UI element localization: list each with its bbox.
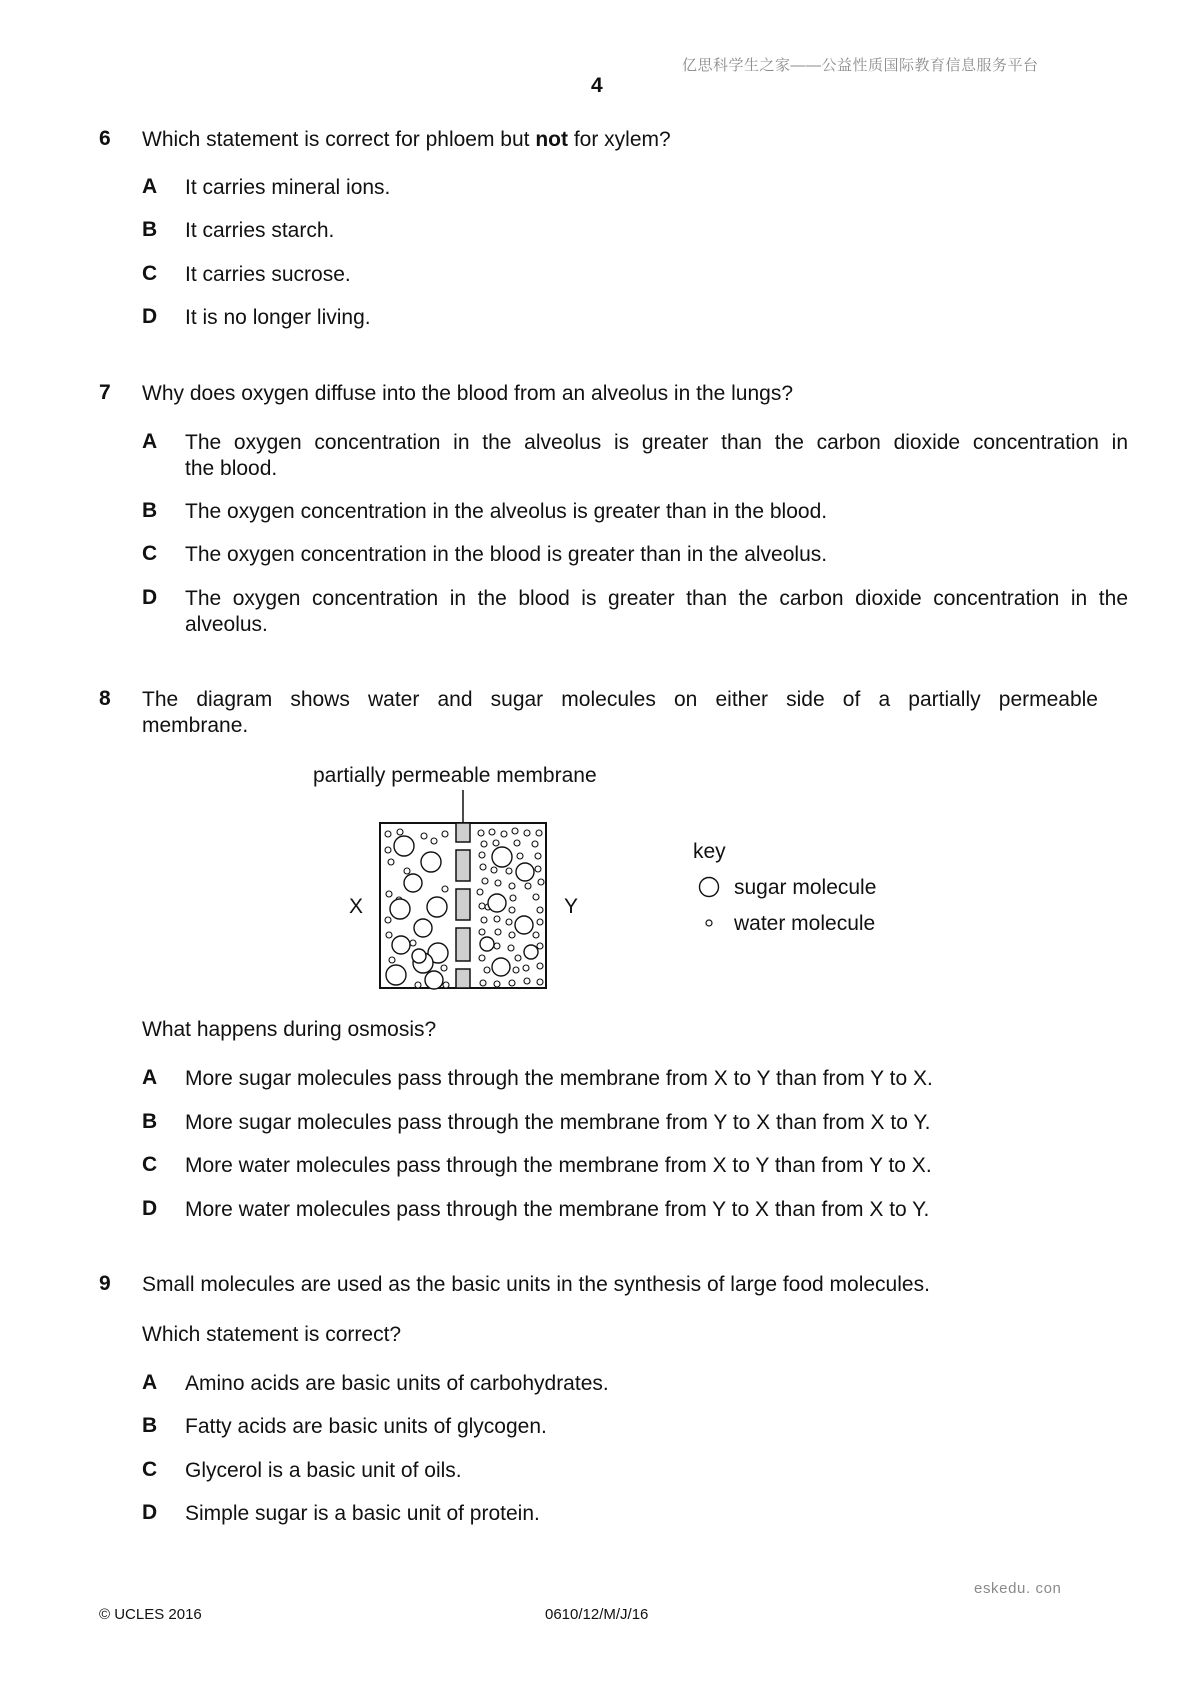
water-molecule (386, 891, 392, 897)
water-molecule (509, 907, 515, 913)
water-molecule (385, 847, 391, 853)
water-molecule (525, 883, 531, 889)
q7-option-d-line2: alveolus. (185, 613, 268, 636)
question-6-stem-start: Which statement is correct for phloem but (142, 128, 536, 151)
sugar-molecule (516, 863, 534, 881)
water-molecule (514, 840, 520, 846)
water-molecule (478, 830, 484, 836)
water-molecule (442, 831, 448, 837)
q7-option-d-text (185, 586, 1128, 638)
question-8-prompt: What happens during osmosis? (142, 1018, 437, 1041)
q6-option-b-text: It carries starch. (185, 219, 335, 242)
water-molecule (523, 965, 529, 971)
q7-option-a-letter: A (142, 430, 158, 453)
water-molecule (481, 917, 487, 923)
water-molecule (513, 967, 519, 973)
question-7-number: 7 (99, 381, 111, 404)
q8-option-b-text: More sugar molecules pass through the membrane from Y to X than from X to Y. (185, 1111, 931, 1134)
q7-option-a-line1: The oxygen concentration in the alveolus is greater than the carbon dioxide concentration in (185, 431, 1128, 454)
sugar-molecule (492, 847, 512, 867)
side-y-label: Y (564, 895, 579, 918)
q6-option-c-letter: C (142, 262, 158, 285)
water-molecule (494, 943, 500, 949)
key-title: key (693, 840, 726, 863)
water-molecule (389, 957, 395, 963)
sugar-molecule (394, 836, 414, 856)
q7-option-d-line1: The oxygen concentration in the blood is greater than the carbon dioxide concentration in the (185, 587, 1128, 610)
sugar-molecule (492, 958, 510, 976)
membrane-segment (456, 969, 470, 988)
sugar-molecule (414, 919, 432, 937)
sugar-molecule (404, 874, 422, 892)
question-8-stem-line1: The diagram shows water and sugar molecules on either side of a partially permeable (142, 688, 1098, 711)
q6-option-a-letter: A (142, 175, 158, 198)
q7-option-c-letter: C (142, 542, 158, 565)
water-molecule (536, 830, 542, 836)
footer-copyright: © UCLES 2016 (99, 1606, 202, 1623)
question-8-stem-line2: membrane. (142, 714, 249, 737)
membrane-segment (456, 823, 470, 842)
water-molecule (399, 970, 405, 976)
water-molecule (506, 919, 512, 925)
question-8-number: 8 (99, 687, 111, 710)
water-molecule (495, 880, 501, 886)
sugar-molecule (428, 943, 448, 963)
q6-option-b-letter: B (142, 218, 158, 241)
water-molecule (442, 886, 448, 892)
q9-option-b-letter: B (142, 1414, 158, 1437)
water-molecule (535, 866, 541, 872)
water-molecule (485, 904, 491, 910)
water-molecule (509, 980, 515, 986)
water-molecule (533, 894, 539, 900)
header-watermark: 亿思科学生之家——公益性质国际教育信息服务平台 (682, 57, 1039, 74)
side-x-label: X (349, 895, 364, 918)
question-7-stem: Why does oxygen diffuse into the blood from an alveolus in the lungs? (142, 382, 794, 405)
q7-option-b-letter: B (142, 499, 158, 522)
footer-watermark: eskedu. con (974, 1580, 1062, 1597)
membrane-segment (456, 928, 470, 961)
question-6-stem (142, 127, 1098, 153)
key-water-label: water molecule (734, 912, 876, 935)
water-molecule (493, 840, 499, 846)
sugar-molecule (524, 945, 538, 959)
water-molecule (508, 945, 514, 951)
key-sugar-icon (700, 878, 719, 897)
water-molecule (443, 982, 449, 988)
water-molecule (538, 879, 544, 885)
q9-option-d-letter: D (142, 1501, 158, 1524)
water-molecule (479, 929, 485, 935)
water-molecule (385, 917, 391, 923)
key-water-icon (706, 920, 712, 926)
q6-option-d-letter: D (142, 305, 158, 328)
question-6-number: 6 (99, 127, 111, 150)
water-molecule (512, 828, 518, 834)
q8-option-b-letter: B (142, 1110, 158, 1133)
water-molecule (537, 963, 543, 969)
water-molecule (410, 940, 416, 946)
sugar-molecule (413, 953, 433, 973)
water-molecule (537, 943, 543, 949)
q6-option-a-text: It carries mineral ions. (185, 176, 391, 199)
membrane-label: partially permeable membrane (313, 764, 597, 787)
water-molecule (494, 981, 500, 987)
question-9-stem: Small molecules are used as the basic units in the synthesis of large food molecules. (142, 1273, 930, 1296)
water-molecule (396, 897, 402, 903)
sugar-molecule (488, 894, 506, 912)
water-molecule (537, 907, 543, 913)
water-molecule (495, 929, 501, 935)
water-molecule (537, 979, 543, 985)
sugar-molecule (515, 916, 533, 934)
q6-option-c-text: It carries sucrose. (185, 263, 351, 286)
water-molecule (517, 853, 523, 859)
water-molecule (481, 841, 487, 847)
sugar-molecule (421, 852, 441, 872)
water-molecule (506, 868, 512, 874)
q9-option-b-text: Fatty acids are basic units of glycogen. (185, 1415, 547, 1438)
q7-option-a-line2: the blood. (185, 457, 278, 480)
water-molecule (482, 878, 488, 884)
water-molecule (494, 916, 500, 922)
sugar-molecule (392, 936, 410, 954)
water-molecule (480, 980, 486, 986)
sugar-molecule (425, 971, 443, 989)
water-molecule (535, 853, 541, 859)
q7-option-c-text: The oxygen concentration in the blood is greater than in the alveolus. (185, 543, 828, 566)
water-molecule (491, 867, 497, 873)
sugar-molecule (386, 965, 406, 985)
membrane-segment (456, 889, 470, 920)
water-molecule (501, 831, 507, 837)
side-y-molecules (477, 828, 544, 987)
water-molecule (509, 883, 515, 889)
footer-paper-code: 0610/12/M/J/16 (545, 1606, 649, 1623)
q7-option-d-letter: D (142, 586, 158, 609)
membrane-segment (456, 850, 470, 881)
water-molecule (532, 841, 538, 847)
water-molecule (385, 831, 391, 837)
water-molecule (479, 955, 485, 961)
water-molecule (404, 868, 410, 874)
water-molecule (533, 932, 539, 938)
water-molecule (431, 838, 437, 844)
q9-option-d-text: Simple sugar is a basic unit of protein. (185, 1502, 540, 1525)
water-molecule (489, 829, 495, 835)
water-molecule (386, 932, 392, 938)
water-molecule (509, 932, 515, 938)
water-molecule (421, 833, 427, 839)
q8-option-a-letter: A (142, 1066, 158, 1089)
water-molecule (477, 889, 483, 895)
water-molecule (524, 830, 530, 836)
water-molecule (537, 919, 543, 925)
sugar-molecule (480, 937, 494, 951)
q7-option-a-text (185, 430, 1128, 482)
sugar-molecule (427, 897, 447, 917)
water-molecule (510, 895, 516, 901)
membrane (456, 823, 470, 988)
q9-option-a-text: Amino acids are basic units of carbohydrates. (185, 1372, 609, 1395)
question-6-stem-end: for xylem? (567, 128, 671, 151)
page-number: 4 (591, 74, 603, 97)
sugar-molecule (390, 899, 410, 919)
q8-option-a-text: More sugar molecules pass through the membrane from X to Y than from Y to X. (185, 1067, 933, 1090)
q8-option-d-letter: D (142, 1197, 158, 1220)
water-molecule (415, 982, 421, 988)
water-molecule (484, 967, 490, 973)
water-molecule (480, 864, 486, 870)
container-box (380, 823, 546, 988)
water-molecule (515, 955, 521, 961)
question-9-number: 9 (99, 1272, 111, 1295)
water-molecule (479, 903, 485, 909)
water-molecule (388, 859, 394, 865)
key-sugar-label: sugar molecule (734, 876, 877, 899)
side-x-molecules (385, 829, 449, 989)
q9-option-c-letter: C (142, 1458, 158, 1481)
sugar-molecule (412, 949, 426, 963)
q6-option-d-text: It is no longer living. (185, 306, 371, 329)
q8-option-c-letter: C (142, 1153, 158, 1176)
q9-option-a-letter: A (142, 1371, 158, 1394)
question-9-prompt: Which statement is correct? (142, 1323, 402, 1346)
question-8-stem (142, 687, 1098, 739)
water-molecule (441, 965, 447, 971)
q8-option-c-text: More water molecules pass through the membrane from X to Y than from Y to X. (185, 1154, 932, 1177)
q7-option-b-text: The oxygen concentration in the alveolus is greater than in the blood. (185, 500, 828, 523)
water-molecule (524, 978, 530, 984)
q8-option-d-text: More water molecules pass through the membrane from Y to X than from X to Y. (185, 1198, 930, 1221)
water-molecule (397, 829, 403, 835)
question-6-stem-emphasis: not (535, 128, 568, 151)
q9-option-c-text: Glycerol is a basic unit of oils. (185, 1459, 462, 1482)
water-molecule (479, 852, 485, 858)
